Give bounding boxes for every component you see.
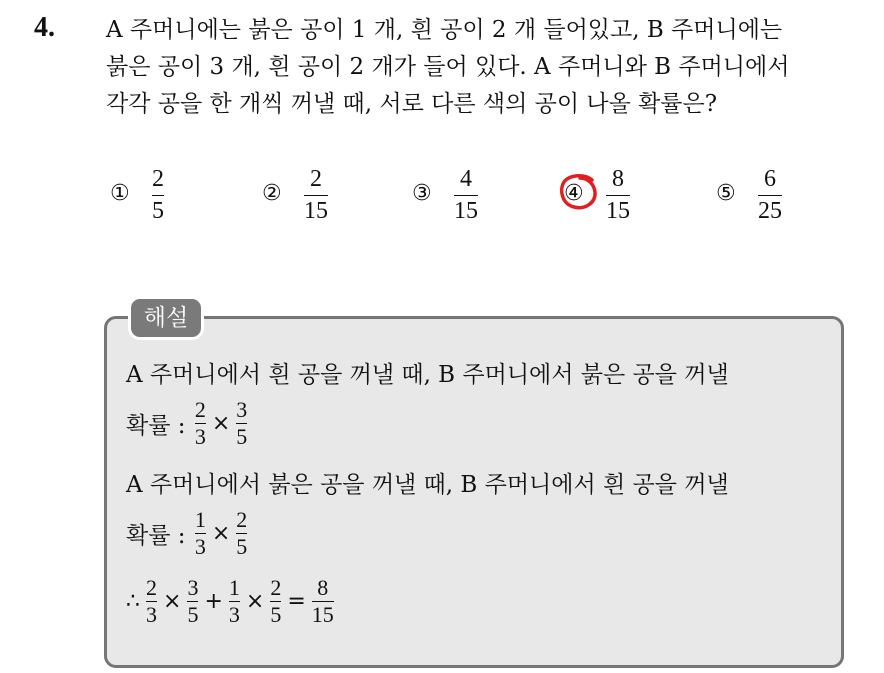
times-sign: ×	[211, 521, 231, 546]
denominator: 5	[152, 198, 164, 224]
denominator: 15	[454, 198, 478, 224]
choice-fraction	[454, 166, 478, 225]
question-line: 각각 공을 한 개씩 꺼낼 때, 서로 다른 색의 공이 나올 확률은?	[106, 91, 718, 117]
choice-fraction	[758, 166, 782, 225]
numerator: 2	[310, 166, 322, 192]
fraction: $\frac{2}{5}$	[236, 507, 248, 559]
question-text	[106, 12, 789, 123]
fraction-bar	[758, 195, 782, 196]
fraction-bar	[304, 195, 328, 196]
solution-line-2: A 주머니에서 붉은 공을 꺼낼 때, B 주머니에서 흰 공을 꺼낼	[126, 472, 729, 498]
solution-line-1: A 주머니에서 흰 공을 꺼낼 때, B 주머니에서 붉은 공을 꺼낼	[126, 362, 729, 388]
equals-sign: =	[287, 589, 306, 614]
choice-marker: ①	[110, 181, 130, 206]
choice-marker: ②	[262, 181, 282, 206]
fraction: $\frac{3}{5}$	[187, 575, 199, 627]
fraction: $\frac{1}{3}$	[194, 507, 206, 559]
plus-sign: +	[204, 589, 223, 614]
fraction: $\frac{2}{5}$	[270, 575, 282, 627]
choice-fraction	[304, 166, 328, 225]
numerator: 2	[152, 166, 164, 192]
times-sign: ×	[163, 589, 182, 614]
solution-final	[126, 576, 336, 627]
fraction: $\frac{1}{3}$	[228, 575, 240, 627]
fraction: $\frac{8}{15}$	[311, 575, 334, 627]
question-line: A 주머니에는 붉은 공이 1 개, 흰 공이 2 개 들어있고, B 주머니에는	[106, 17, 783, 43]
choice-fraction	[606, 166, 630, 225]
numerator: 6	[764, 166, 776, 192]
denominator: 15	[304, 198, 328, 224]
numerator: 8	[612, 166, 624, 192]
choice-marker: ⑤	[716, 181, 736, 206]
choice-fraction	[152, 166, 164, 225]
question-number: 4.	[34, 12, 55, 43]
fraction-bar	[606, 195, 630, 196]
prob-label: 확률 :	[126, 413, 186, 439]
therefore-sign: ∴	[126, 589, 140, 614]
denominator: 15	[606, 198, 630, 224]
fraction-bar	[152, 195, 164, 196]
fraction: $\frac{2}{3}$	[146, 575, 157, 627]
solution-tag: 해설	[128, 296, 204, 340]
fraction: $\frac{3}{5}$	[236, 397, 248, 449]
choice-marker: ③	[412, 181, 432, 206]
solution-prob-2	[126, 508, 249, 559]
question-line: 붉은 공이 3 개, 흰 공이 2 개가 들어 있다. A 주머니와 B 주머니에서	[106, 54, 790, 80]
choice-marker: ④	[564, 181, 584, 206]
times-sign: ×	[245, 589, 265, 614]
prob-label: 확률 :	[126, 523, 186, 549]
denominator: 25	[758, 198, 782, 224]
numerator: 4	[460, 166, 472, 192]
fraction: $\frac{2}{3}$	[194, 397, 206, 449]
fraction-bar	[454, 195, 478, 196]
answer-choices	[0, 166, 884, 236]
solution-prob-1	[126, 398, 249, 449]
times-sign: ×	[211, 411, 231, 436]
